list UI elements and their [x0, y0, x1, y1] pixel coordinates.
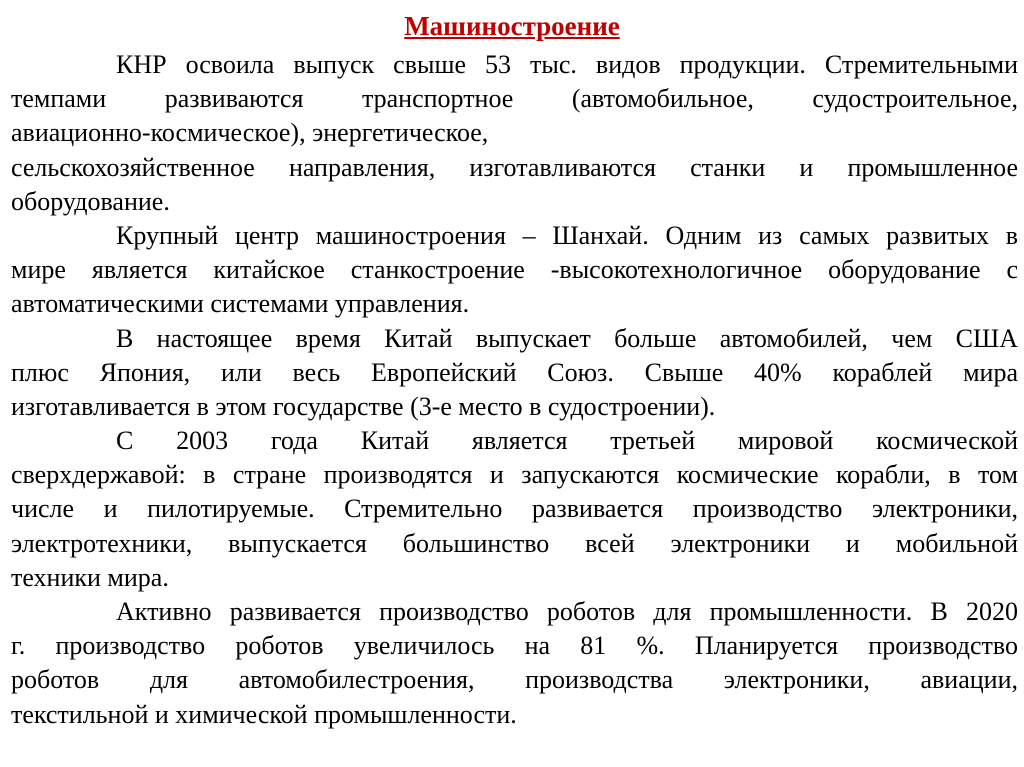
paragraph-line: Активно развивается производство роботов для промышленности. В 2020 [116, 597, 1018, 626]
paragraph-line: авиационно-космическое), энергетическое, [11, 118, 489, 148]
paragraph-line: сельскохозяйственное направления, изготавливаются станки и промышленное [11, 152, 1018, 182]
paragraph-line: роботов для автомобилестроения, производства электроники, авиации, [11, 665, 1018, 695]
paragraph-line: В настоящее время Китай выпускает больше автомобилей, чем США [116, 323, 1018, 353]
paragraph-line: сверхдержавой: в стране производятся и запускаются космические корабли, в том [11, 460, 1018, 490]
paragraph-line: плюс Япония, или весь Европейский Союз. Свыше 40% кораблей мира [11, 357, 1018, 387]
paragraph-line: мире является китайское станкостроение -высокотехнологичное оборудование с [11, 255, 1018, 285]
paragraph-line: текстильной и химической промышленности. [11, 699, 517, 729]
paragraph-line: С 2003 года Китай является третьей мировой космической [116, 426, 1018, 456]
paragraph-line: электротехники, выпускается большинство всей электроники и мобильной [11, 528, 1018, 558]
paragraph-line: КНР освоила выпуск свыше 53 тыс. видов продукции. Стремительными [116, 50, 1018, 79]
body-text [11, 48, 1018, 732]
paragraph-line: оборудование. [11, 186, 170, 216]
page-title: Машиностроение [404, 11, 620, 41]
paragraph-line: числе и пилотируемые. Стремительно развивается производство электроники, [11, 494, 1018, 524]
paragraph-line: изготавливается в этом государстве (3-е место в судостроении). [11, 391, 716, 421]
paragraph-line: техники мира. [11, 562, 169, 592]
paragraph-line: г. производство роботов увеличилось на 81 %. Планируется производство [11, 631, 1018, 661]
paragraph-line: Крупный центр машиностроения – Шанхай. Одним из самых развитых в [116, 220, 1018, 250]
paragraph-line: автоматическими системами управления. [11, 289, 470, 319]
paragraph-line: темпами развиваются транспортное (автомобильное, судостроительное, [11, 84, 1018, 114]
